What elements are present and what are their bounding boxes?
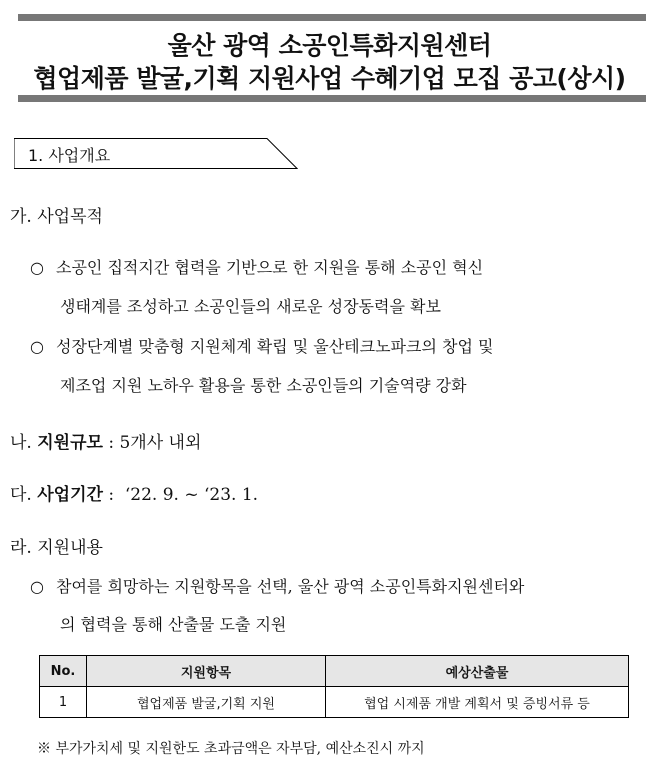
scale-heading: [10, 428, 201, 453]
section-heading-box: [14, 138, 298, 169]
table-cell-no: 1: [40, 687, 87, 718]
period-separator: :: [102, 485, 125, 505]
table-header-row: [40, 656, 629, 687]
circle-bullet-icon: ○: [30, 258, 44, 277]
purpose-bullet-1-text: 소공인 집적지간 협력을 기반으로 한 지원을 통해 소공인 혁신: [56, 258, 484, 277]
table-cell-output: 협업 시제품 개발 계획서 및 증빙서류 등: [326, 687, 629, 718]
table-row: [40, 687, 629, 718]
section-heading-label: 1. 사업개요: [28, 146, 111, 165]
scale-value: 5개사 내외: [119, 433, 202, 453]
table-header-item: 지원항목: [87, 656, 326, 687]
purpose-bullet-1-line2: 생태계를 조성하고 소공인들의 새로운 성장동력을 확보: [60, 297, 441, 316]
scale-separator: :: [102, 433, 120, 453]
period-prefix: 다.: [10, 485, 32, 505]
purpose-bullet-2-line1: [30, 334, 493, 357]
title-bottom-bar: [18, 95, 646, 102]
purpose-heading: [10, 202, 103, 227]
content-bullet-text: 참여를 희망하는 지원항목을 선택, 울산 광역 소공인특화지원센터와: [56, 577, 525, 596]
purpose-bullet-1-line1: [30, 255, 483, 278]
table-header-output: 예상산출물: [326, 656, 629, 687]
content-bullet-line2: 의 협력을 통해 산출물 도출 지원: [60, 615, 287, 634]
scale-prefix: 나.: [10, 433, 32, 453]
period-value: ‘22. 9. ~ ‘23. 1.: [124, 485, 259, 505]
title-top-bar: [18, 14, 646, 21]
scale-label: 지원규모: [37, 433, 103, 453]
page-title-line2: 협업제품 발굴,기획 지원사업 수혜기업 모집 공고(상시): [33, 64, 626, 93]
table-cell-item: 협업제품 발굴,기획 지원: [87, 687, 326, 718]
table-header-no: No.: [40, 656, 87, 687]
circle-bullet-icon: ○: [30, 577, 44, 596]
purpose-bullet-2-text: 성장단계별 맞춤형 지원체계 확립 및 울산테크노파크의 창업 및: [56, 337, 494, 356]
content-heading-label: 라. 지원내용: [10, 538, 103, 558]
period-label: 사업기간: [37, 485, 103, 505]
purpose-heading-label: 가. 사업목적: [10, 207, 103, 227]
support-table: [39, 655, 629, 718]
content-heading: [10, 533, 103, 558]
content-bullet-line1: [30, 574, 524, 597]
footnote: ※ 부가가치세 및 지원한도 초과금액은 자부담, 예산소진시 까지: [37, 741, 425, 757]
purpose-bullet-2-line2: 제조업 지원 노하우 활용을 통한 소공인들의 기술역량 강화: [60, 376, 467, 395]
period-heading: [10, 480, 258, 505]
page-title-line1: 울산 광역 소공인특화지원센터: [167, 31, 492, 60]
circle-bullet-icon: ○: [30, 337, 44, 356]
